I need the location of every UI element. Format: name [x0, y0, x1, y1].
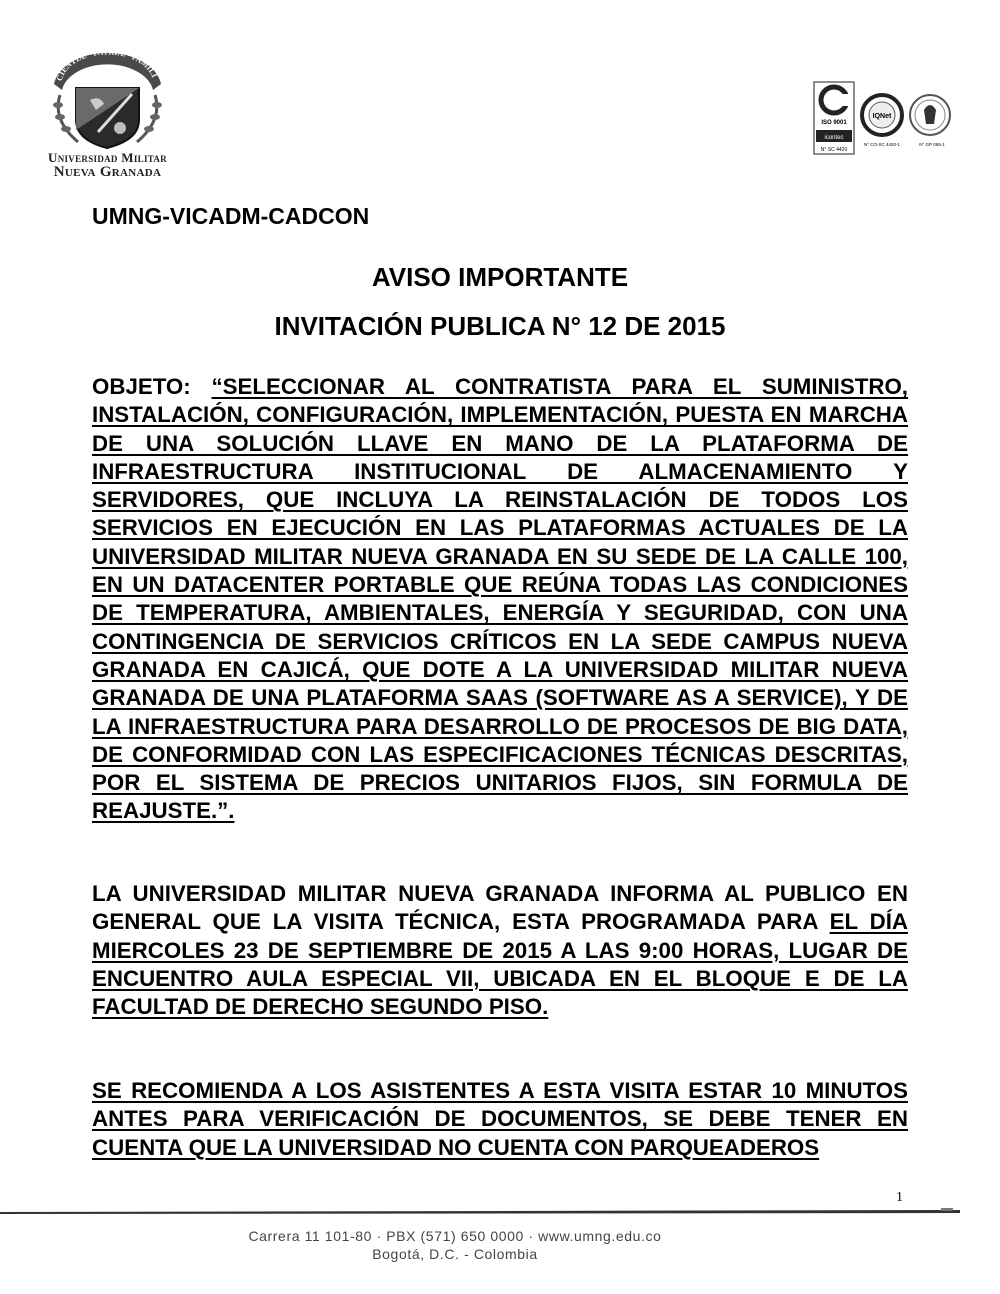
visita-details: EL DÍA MIERCOLES 23 DE SEPTIEMBRE DE 2015 A LAS 9:00 HORAS, LUGAR DE ENCUENTRO AULA ESPECIAL VII, UBICADA EN EL BLOQUE E DE LA FACULTAD DE DERECHO SEGUNDO PISO. [92, 909, 909, 1020]
objeto-label: OBJETO: [92, 374, 212, 399]
iqnet-seal-icon [862, 95, 902, 147]
footer-dash [941, 1208, 953, 1211]
svg-text:ISO 9001: ISO 9001 [821, 120, 847, 126]
svg-text:IQNet: IQNet [872, 113, 892, 120]
objeto-text: “SELECCIONAR AL CONTRATISTA PARA EL SUMINISTRO, INSTALACIÓN, CONFIGURACIÓN, IMPLEMENTACIÓN, PUESTA EN MARCHA DE UNA SOLUCIÓN LLAVE EN MANO DE LA PLATAFORMA DE INFRAESTRUCTURA INSTITUCIONAL DE ALMACENAMIENTO Y SERVIDORES, QUE INCLUYA LA REINSTALACIÓN DE TODOS LOS SERVICIOS EN EJECUCIÓN EN LAS PLATAFORMAS ACTUALES DE LA UNIVERSIDAD MILITAR NUEVA GRANADA EN SU SEDE DE LA CALLE 100, EN UN DATACENTER PORTABLE QUE REÚNA TODAS LAS CONDICIONES DE TEMPERATURA, AMBIENTALES, ENERGÍA Y SEGURIDAD, CON UNA CONTINGENCIA DE SERVICIOS CRÍTICOS EN LA SEDE CAMPUS NUEVA GRANADA EN CAJICÁ, QUE DOTE A LA UNIVERSIDAD MILITAR NUEVA GRANADA DE UNA PLATAFORMA SAAS (SOFTWARE AS A SERVICE), Y DE LA INFRAESTRUCTURA PARA DESARROLLO DE PROCESOS DE BIG DATA, DE CONFORMIDAD CON LAS ESPECIFICACIONES TÉCNICAS DESCRITAS, POR EL SISTEMA DE PRECIOS UNITARIOS FIJOS, SIN FORMULA DE REAJUSTE.”. [92, 374, 908, 824]
page-number: 1 [896, 1190, 903, 1205]
footer-rule [0, 1205, 960, 1219]
visita-paragraph [92, 880, 908, 1021]
footer-city: Bogotá, D.C. - Colombia [372, 1246, 538, 1262]
logo-name-line1: Universidad Militar [48, 150, 167, 165]
page-subtitle: INVITACIÓN PUBLICA N° 12 DE 2015 [274, 311, 726, 341]
shield-crest-icon [40, 40, 175, 150]
page-title: AVISO IMPORTANTE [371, 262, 629, 292]
svg-text:N° CO-SC 4420-1: N° CO-SC 4420-1 [863, 142, 901, 147]
svg-text:SCIENTIÆ · PATRIÆ · FAMILIÆ: CIENTIÆ · PATRIÆ · FAMILI [54, 47, 159, 82]
recomendacion-paragraph [92, 1077, 908, 1162]
svg-text:N° SC 4420: N° SC 4420 [820, 147, 848, 153]
svg-text:icontec: icontec [824, 135, 844, 141]
objeto-paragraph [92, 373, 908, 826]
logo-name-line2: Nueva Granada [53, 164, 162, 180]
gp-seal-icon [910, 95, 950, 147]
visita-intro: LA UNIVERSIDAD MILITAR NUEVA GRANADA INFORMA AL PUBLICO EN GENERAL QUE LA VISITA TÉCNICA, ESTA PROGRAMADA PARA [92, 881, 908, 935]
document-code: UMNG-VICADM-CADCON [92, 203, 370, 229]
footer-address: Carrera 11 101-80 · PBX (571) 650 0000 · www.umng.edu.co [248, 1228, 662, 1244]
university-logo [40, 40, 175, 185]
svg-text:N° GP 065-1: N° GP 065-1 [919, 142, 945, 147]
recomendacion-text: SE RECOMIENDA A LOS ASISTENTES A ESTA VISITA ESTAR 10 MINUTOS ANTES PARA VERIFICACIÓN DE DOCUMENTOS, SE DEBE TENER EN CUENTA QUE LA UNIVERSIDAD NO CUENTA CON PARQUEADEROS [92, 1078, 908, 1160]
certification-seals [812, 80, 957, 160]
icontec-seal-icon [814, 82, 854, 154]
